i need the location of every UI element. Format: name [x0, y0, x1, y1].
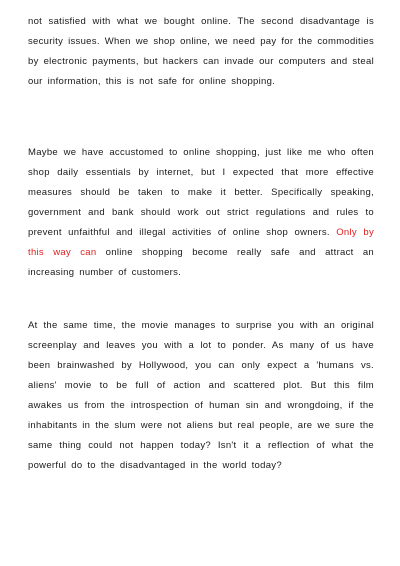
paragraph-measures-text: Maybe we have accustomed to online shopping, just like me who often shop daily essentials by internet, but I expected that more effective measures should be taken to make it better. Specifically speaking, government and bank should work out strict regulations and rules to prevent unfaithful and illegal activities of online shop owners. — [28, 147, 374, 238]
paragraph-measures — [28, 143, 374, 283]
paragraph-movie-review: At the same time, the movie manages to surprise you with an original screenplay and leaves you with a lot to ponder. As many of us have been brainwashed by Hollywood, you can only expect a 'humans vs. aliens' movie to be full of action and scattered plot. But this film awakes us from the introspection of human sin and wrongdoing, if the inhabitants in the slum were not aliens but real people, are we sure the same thing could not happen today? Isn't it a reflection of what the powerful do to the disadvantaged in the world today? — [28, 320, 374, 471]
paragraph-measures-conclusion: online shopping become really safe and attract an increasing number of customers. — [28, 247, 374, 278]
paragraph-disadvantages: not satisfied with what we bought online. The second disadvantage is security issues. When we shop online, we need pay for the commodities by electronic payments, but hackers can invade our computers and steal our information, this is not safe for online shopping. — [28, 16, 374, 87]
highlighted-phrase: Only by this way can — [28, 227, 374, 258]
